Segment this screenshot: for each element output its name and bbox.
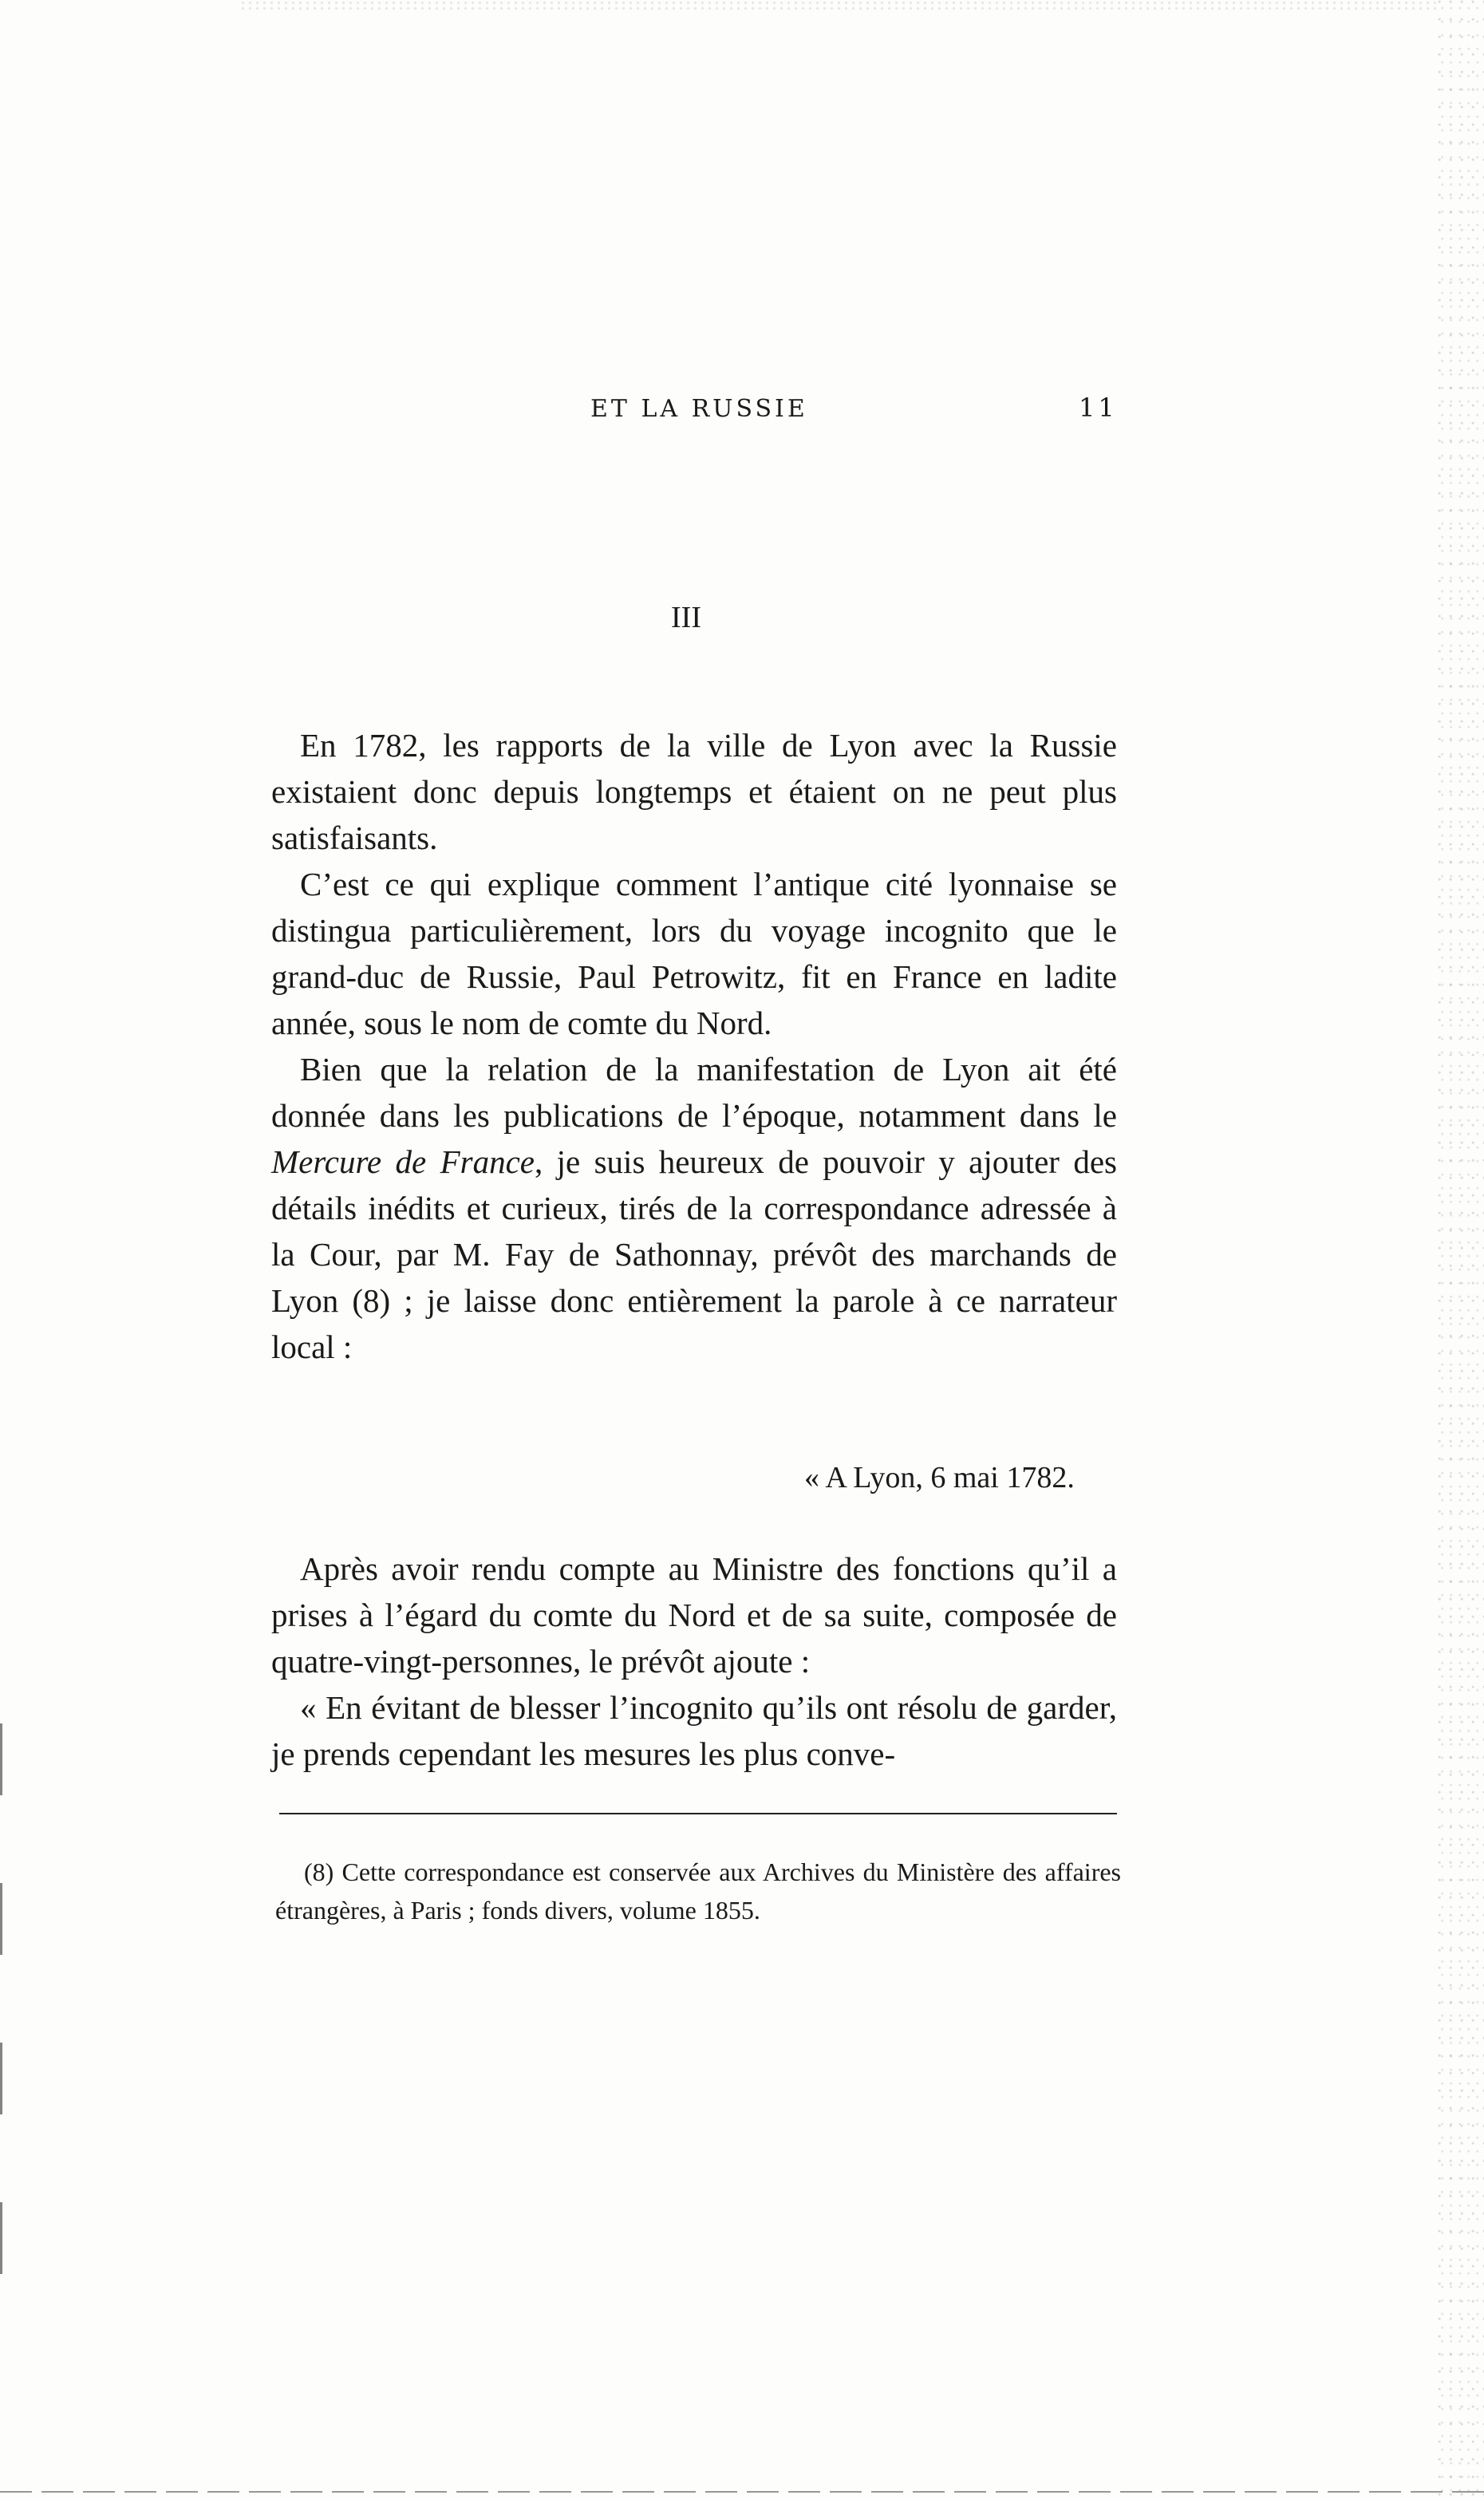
main-text-continued	[271, 1546, 1117, 1777]
paragraph-text: Bien que la relation de la manifestation de Lyon ait été donnée dans les publications de l’époque, notamment dans le	[271, 1051, 1117, 1134]
scan-noise-right-edge	[1436, 0, 1484, 2499]
paragraph: C’est ce qui explique comment l’antique cité lyonnaise se distingua particulièrement, lors du voyage incognito que le grand-duc de Russie, Paul Petrowitz, fit en France en ladite année, sous le nom de comte du Nord.	[271, 866, 1117, 1041]
footnote	[275, 1853, 1121, 1929]
footnote-text: (8) Cette correspondance est conservée aux Archives du Ministère des affaires étrangères, à Paris ; fonds divers, volume 1855.	[275, 1857, 1121, 1925]
running-head: ET LA RUSSIE	[590, 395, 808, 423]
letter-dateline: « A Lyon, 6 mai 1782.	[804, 1461, 1075, 1494]
scan-edge-marks	[0, 1723, 2, 2362]
paragraph: Après avoir rendu compte au Ministre des fonctions qu’il a prises à l’égard du comte du Nord et de sa suite, composée de quatre-vingt-personnes, le prévôt ajoute :	[271, 1550, 1117, 1680]
footnote-divider	[279, 1813, 1117, 1814]
main-text	[271, 722, 1117, 1370]
paragraph: « En évitant de blesser l’incognito qu’ils ont résolu de garder, je prends cependant les mesures les plus conve-	[271, 1689, 1117, 1772]
scan-noise-top	[239, 0, 1436, 11]
journal-title: Mercure de France	[271, 1143, 535, 1180]
page-number: 11	[1079, 393, 1118, 423]
section-heading: III	[671, 601, 701, 634]
paragraph-text: , je suis heureux de pouvoir y ajouter des détails inédits et curieux, tirés de la correspondance adressée à la Cour, par M. Fay de Sathonnay, prévôt des marchands de Lyon (8) ; je laisse donc entièrement la parole à ce narrateur local :	[271, 1143, 1117, 1365]
paragraph: En 1782, les rapports de la ville de Lyon avec la Russie existaient donc depuis longtemps et étaient on ne peut plus satisfaisants.	[271, 727, 1117, 856]
paragraph	[271, 1046, 1117, 1370]
scan-bottom-edge	[0, 2491, 1484, 2493]
